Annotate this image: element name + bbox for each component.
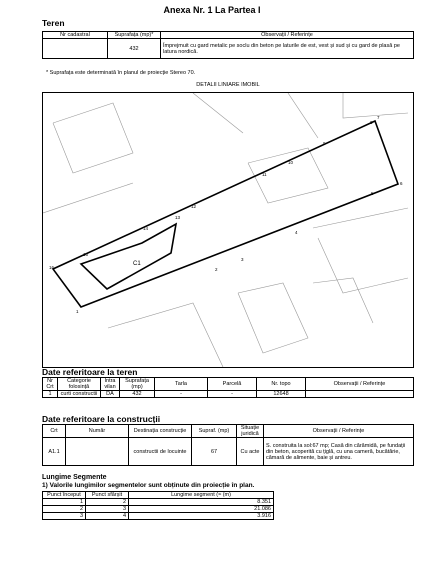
- header-parcela: Parcelă: [208, 378, 257, 391]
- header-lungime-segment: Lungime segment (≈ (m): [129, 492, 274, 499]
- cell-nr-topo: 12648: [257, 391, 306, 398]
- cell-suprafata: 67: [192, 438, 237, 466]
- teren-footnote: * Suprafața este determinată în planul de proiecție Stereo 70.: [46, 70, 196, 76]
- cell-punct-sfarsit: 3: [86, 506, 129, 513]
- cell-lungime: 21.086: [129, 506, 274, 513]
- cell-punct-inceput: 1: [43, 499, 86, 506]
- cell-suprafata: 432: [108, 39, 161, 59]
- point-label-8: 8: [370, 120, 373, 125]
- header-nr-topo: Nr. topo: [257, 378, 306, 391]
- header-suprafata: Suprafața (mp)*: [108, 32, 161, 39]
- header-observatii: Observații / Referințe: [306, 378, 414, 391]
- header-punct-sfarsit: Punct sfârșit: [86, 492, 129, 499]
- point-label-9: 9: [323, 141, 326, 146]
- date-teren-heading: Date referitoare la teren: [42, 367, 138, 377]
- header-categorie: Categorie folosință: [58, 378, 101, 391]
- lungime-subheading: 1) Valorile lungimilor segmentelor sunt obținute din proiecție în plan.: [42, 482, 255, 489]
- point-label-3: 3: [241, 257, 244, 262]
- point-label-11: 11: [262, 172, 267, 177]
- header-observatii: Observații / Referințe: [161, 32, 414, 39]
- header-destinatie: Destinația construcție: [129, 425, 192, 438]
- point-label-6: 6: [400, 181, 403, 186]
- lungime-table: [42, 491, 274, 520]
- point-label-10: 10: [288, 160, 294, 165]
- cell-categorie: curti constructii: [58, 391, 101, 398]
- cell-observatii: Împrejmuit cu gard metalic pe soclu din beton pe laturile de est, vest și sud și cu gard de plasă pe latura nordică.: [161, 39, 414, 59]
- point-label-13: 13: [175, 215, 181, 220]
- header-crt: Crt: [43, 425, 66, 438]
- cell-suprafata: 432: [120, 391, 155, 398]
- point-label-2: 2: [215, 267, 218, 272]
- cell-intravilan: DA: [101, 391, 120, 398]
- cell-lungime: 3.916: [129, 513, 274, 520]
- cell-nr-cadastral: [43, 39, 108, 59]
- header-numar: Număr: [66, 425, 129, 438]
- date-constructii-table: [42, 424, 414, 466]
- header-nr-cadastral: Nr cadastral: [43, 32, 108, 39]
- parcel-map-drawing: [43, 93, 413, 367]
- point-label-12: 12: [191, 204, 197, 209]
- teren-heading: Teren: [42, 18, 65, 28]
- cell-punct-sfarsit: 4: [86, 513, 129, 520]
- neighbor-lines: [43, 93, 408, 367]
- date-constructii-heading: Date referitoare la construcții: [42, 414, 161, 424]
- header-observatii: Observații / Referințe: [264, 425, 414, 438]
- map-title: DETALII LINIARE IMOBIL: [196, 82, 260, 88]
- building-label: C1: [133, 261, 141, 267]
- point-label-5: 5: [371, 191, 374, 196]
- lungime-heading: Lungime Segmente: [42, 474, 107, 481]
- cell-parcela: -: [208, 391, 257, 398]
- teren-table: [42, 31, 414, 59]
- cell-lungime: 8.351: [129, 499, 274, 506]
- header-tarla: Tarla: [155, 378, 208, 391]
- parcel-map: [42, 92, 414, 368]
- cell-nr-crt: 1: [43, 391, 58, 398]
- point-label-14: 14: [143, 226, 149, 231]
- header-suprafata: Suprafața (mp): [120, 378, 155, 391]
- point-label-7: 7: [377, 115, 380, 120]
- header-situatie: Situație juridică: [237, 425, 264, 438]
- cell-punct-inceput: 3: [43, 513, 86, 520]
- point-label-16: 16: [49, 265, 55, 270]
- point-label-15: 15: [83, 252, 89, 257]
- header-intravilan: Intra vilan: [101, 378, 120, 391]
- cell-crt: A1.1: [43, 438, 66, 466]
- header-nr-crt: Nr Crt: [43, 378, 58, 391]
- header-suprafata: Supraf. (mp): [192, 425, 237, 438]
- cell-observatii: S. construita la sol:67 mp; Casă din cărămidă, pe fundații din beton, acoperită cu țiglă, cu una cameră, bucătărie, cămară de alimente, baie și antreu.: [264, 438, 414, 466]
- cell-punct-inceput: 2: [43, 506, 86, 513]
- cell-observatii: [306, 391, 414, 398]
- cell-destinatie: constructii de locuinte: [129, 438, 192, 466]
- point-label-1: 1: [76, 309, 79, 314]
- date-teren-table: [42, 377, 414, 398]
- cell-numar: [66, 438, 129, 466]
- cell-punct-sfarsit: 2: [86, 499, 129, 506]
- cell-situatie: Cu acte: [237, 438, 264, 466]
- point-label-4: 4: [295, 230, 298, 235]
- document-title: Anexa Nr. 1 La Partea I: [163, 5, 261, 15]
- header-punct-inceput: Punct început: [43, 492, 86, 499]
- cell-tarla: -: [155, 391, 208, 398]
